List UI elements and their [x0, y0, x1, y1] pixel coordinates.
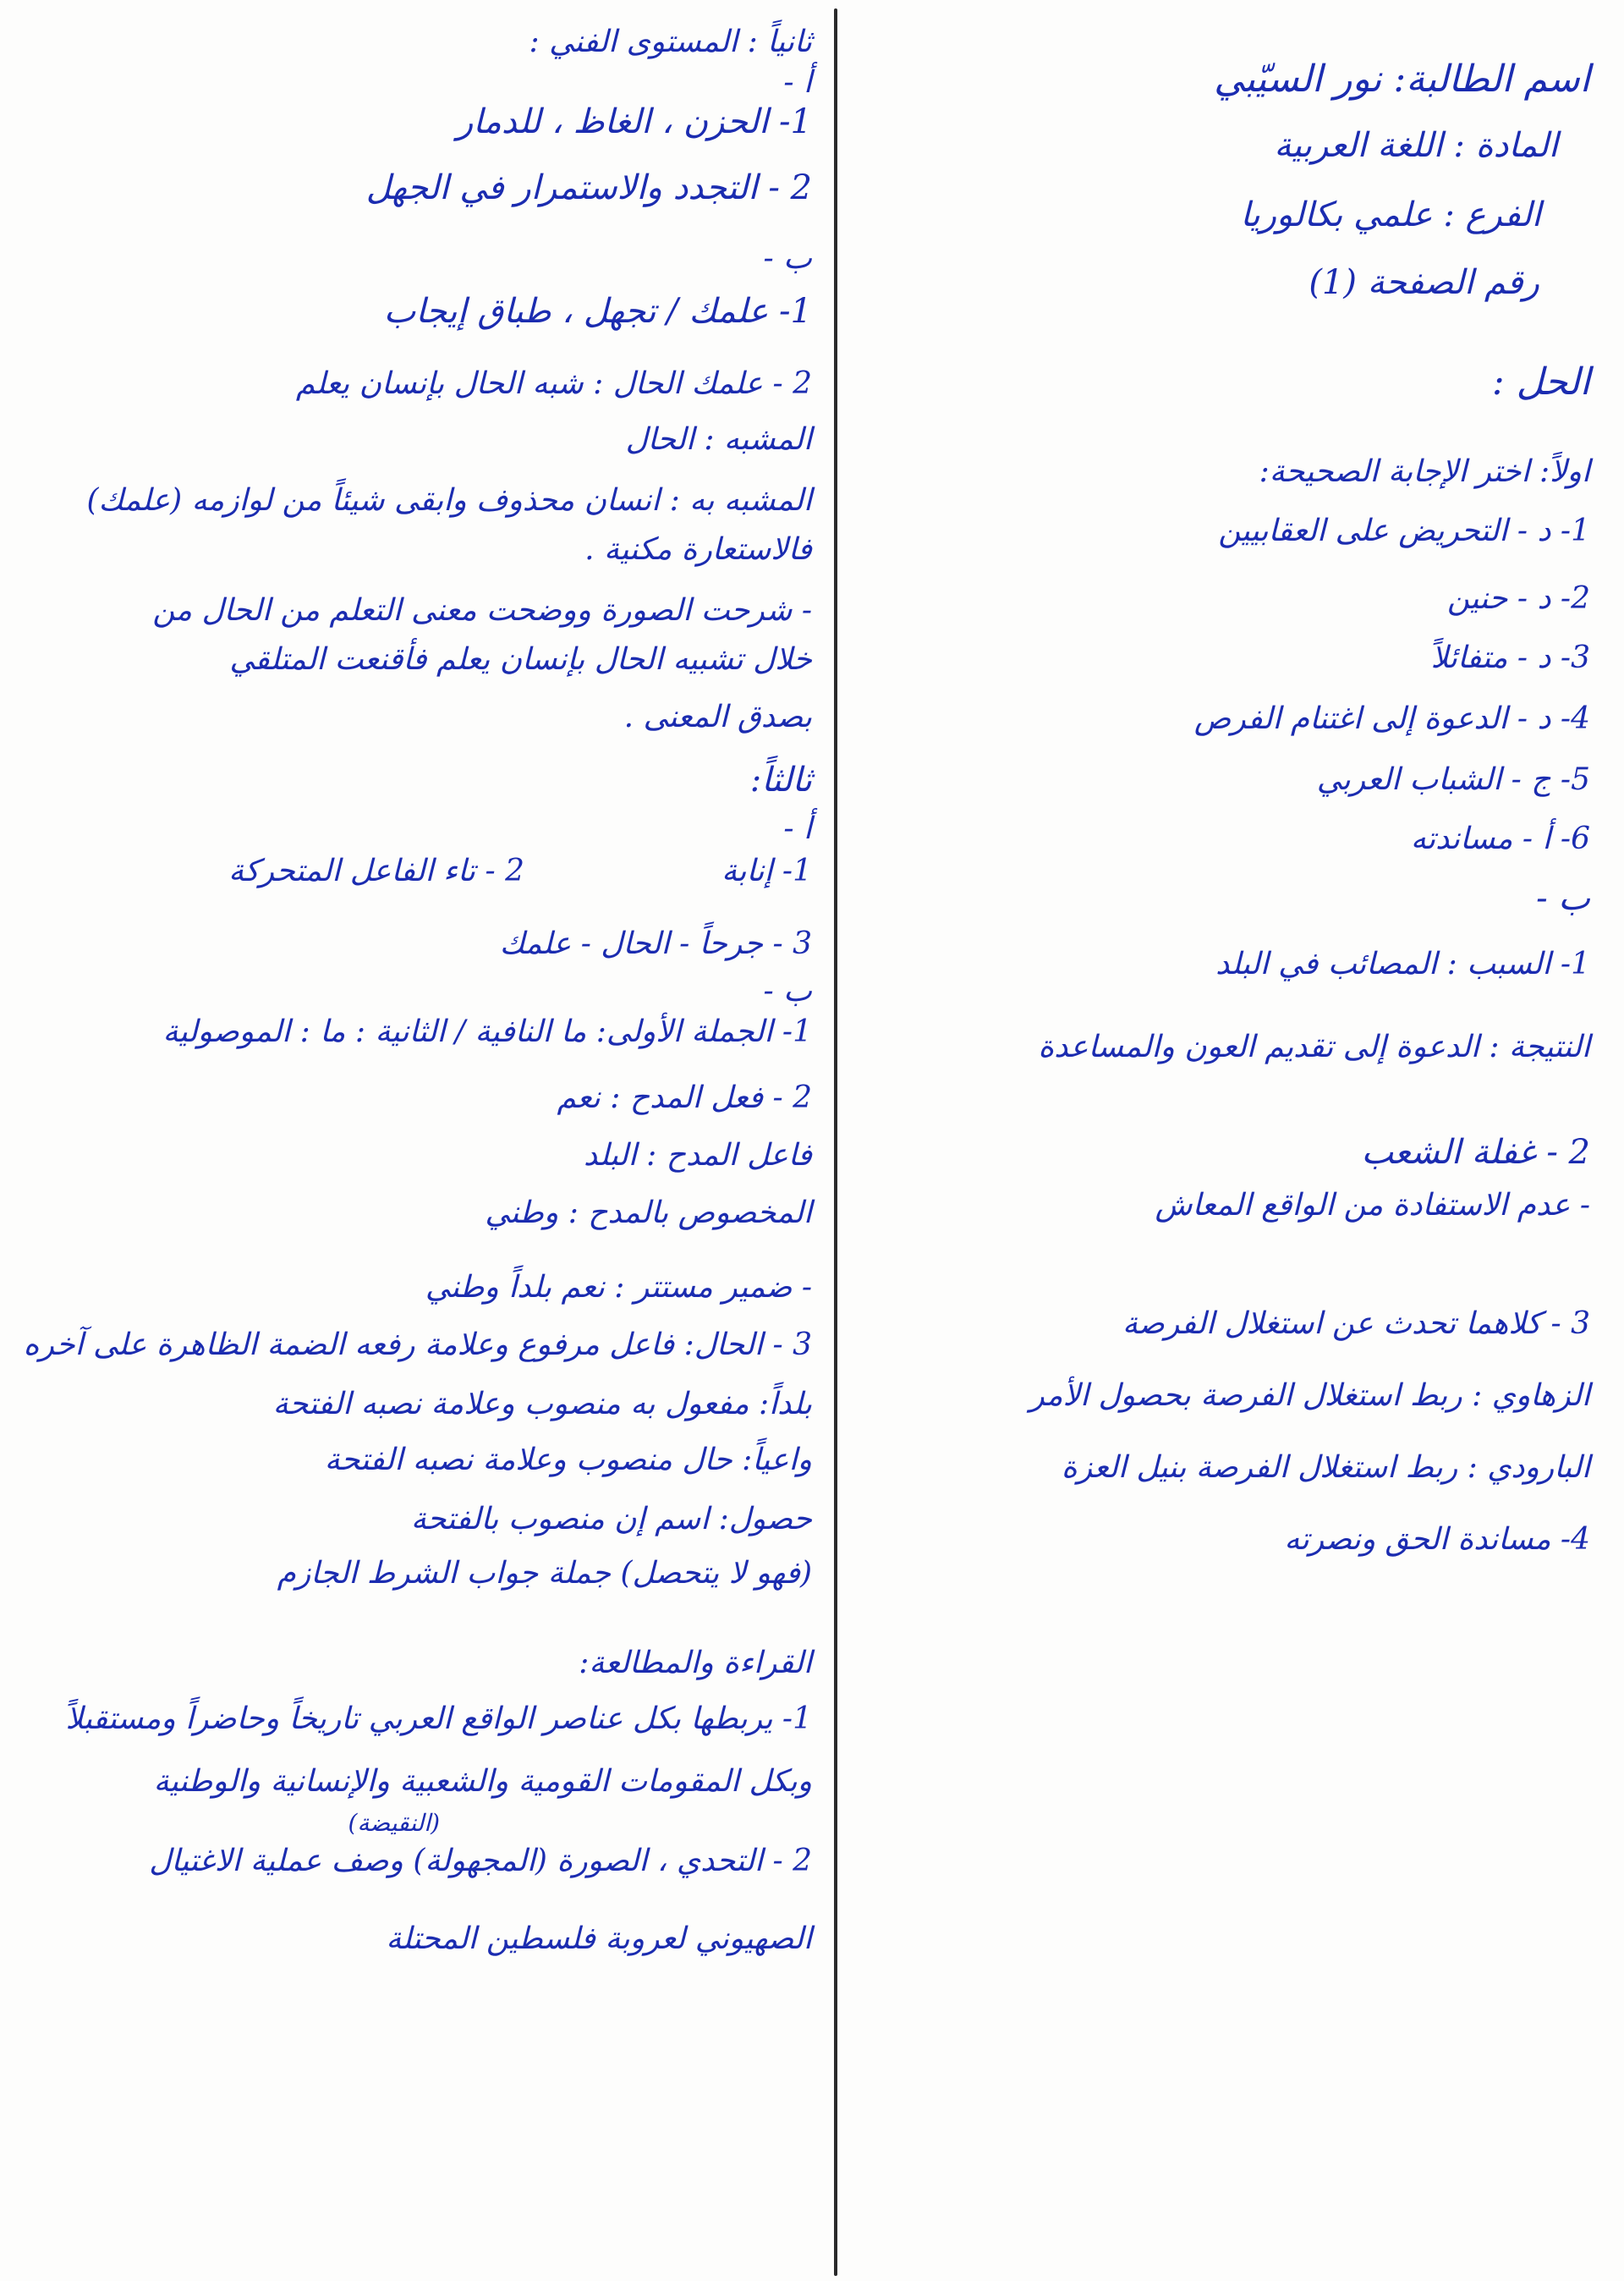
- reading-title: القراءة والمطالعة:: [579, 1646, 812, 1680]
- section-b-label: ب -: [1536, 879, 1590, 918]
- c3-line: 3 - جرحاً - الحال - علمك: [499, 926, 812, 961]
- branch-line: الفرع : علمي بكالوريا: [1240, 195, 1541, 234]
- hal-line: 3 - الحال: فاعل مرفوع وعلامة رفعه الضمة الظاهرة على آخره: [23, 1327, 812, 1362]
- q2-a-line: 2 - غفلة الشعب: [1361, 1133, 1590, 1172]
- q1-item: 4- د - الدعوة إلى اغتنام الفرص: [1193, 701, 1590, 736]
- husul-line: حصول: اسم إن منصوب بالفتحة: [410, 1502, 812, 1536]
- c1-right: 1- إنابة: [721, 854, 812, 888]
- q1-item: 3- د - متفائلاً: [1430, 640, 1590, 675]
- zahawi-line: الزهاوي : ربط استغلال الفرصة بحصول الأمر: [1029, 1378, 1590, 1413]
- alif2-label: أ -: [783, 811, 812, 846]
- mushabbah-line: المشبه : الحال: [625, 422, 812, 457]
- reading-line: 2 - التحدي ، الصورة (المجهولة) وصف عملية الاغتيال: [149, 1844, 812, 1878]
- q1-item: 5- ج - الشباب العربي: [1316, 762, 1590, 797]
- makhsus-line: المخصوص بالمدح : وطني: [485, 1195, 812, 1230]
- damir-line: - ضمير مستتر : نعم بلداً وطني: [425, 1270, 812, 1305]
- correction-note: (النقيضة): [348, 1809, 440, 1837]
- fiil-madh-line: 2 - فعل المدح : نعم: [557, 1080, 812, 1115]
- result-line: النتيجة : الدعوة إلى تقديم العون والمساعدة: [1038, 1030, 1590, 1064]
- level-title: ثانياً : المستوى الفني :: [529, 25, 812, 59]
- q3-line: 3 - كلاهما تحدث عن استغلال الفرصة: [1122, 1306, 1590, 1341]
- sharh-line: بصدق المعنى .: [623, 700, 812, 734]
- jumla-line: 1- الجملة الأولى: ما النافية / الثانية : ما : الموصولية: [162, 1014, 812, 1049]
- student-name: اسم الطالبة: نور السيّبي: [1214, 58, 1590, 101]
- a1-line: 1- الحزن ، الغاظ ، للدمار: [456, 102, 812, 141]
- page-number: رقم الصفحة (1): [1309, 263, 1539, 302]
- ba-label: ب -: [763, 241, 812, 276]
- baladan-line: بلداً: مفعول به منصوب وعلامة نصبه الفتحة: [272, 1387, 812, 1421]
- reading-line: 1- يربطها بكل عناصر الواقع العربي تاريخاً وحاضراً ومستقبلاً: [65, 1701, 812, 1736]
- subject-line: المادة : اللغة العربية: [1274, 126, 1558, 165]
- q1-title: اولاً: اختر الإجابة الصحيحة:: [1259, 454, 1590, 489]
- q4-line: 4- مساندة الحق ونصرته: [1284, 1522, 1590, 1557]
- sharh-line: - شرحت الصورة ووضحت معنى التعلم من الحال من: [152, 593, 812, 628]
- reading-line: الصهيوني لعروبة فلسطين المحتلة: [386, 1921, 812, 1956]
- q1-item: 1- د - التحريض على العقابيين: [1218, 514, 1590, 548]
- thalithan-label: ثالثاً:: [749, 761, 812, 800]
- jawab-line: (فهو لا يتحصل) جملة جواب الشرط الجازم: [277, 1556, 812, 1591]
- alif-label: أ -: [783, 65, 812, 100]
- cause-line: 1- السبب : المصائب في البلد: [1215, 947, 1590, 981]
- waiyan-line: واعياً: حال منصوب وعلامة نصبه الفتحة: [324, 1443, 812, 1477]
- istiara-line: فالاستعارة مكنية .: [584, 532, 812, 567]
- b2-line: 2 - علمك الحال : شبه الحال بإنسان يعلم: [295, 366, 812, 401]
- ba2-label: ب -: [763, 974, 812, 1009]
- b1-line: 1- علمك / تجهل ، طباق إيجاب: [383, 292, 812, 331]
- fail-madh-line: فاعل المدح : البلد: [584, 1138, 812, 1173]
- q1-item: 6- أ - مساندته: [1410, 822, 1590, 856]
- column-divider: [834, 8, 837, 2276]
- mushabbah-bih-line: المشبه به : انسان محذوف وابقى شيئاً من لوازمه (علمك): [86, 483, 812, 518]
- baroudi-line: البارودي : ربط استغلال الفرصة بنيل العزة: [1061, 1450, 1590, 1485]
- a2-line: 2 - التجدد والاستمرار في الجهل: [365, 168, 812, 207]
- sharh-line: خلال تشبيه الحال بإنسان يعلم فأقنعت المتلقي: [229, 642, 812, 677]
- solution-label: الحل :: [1491, 360, 1590, 404]
- q1-item: 2- د - حنين: [1447, 581, 1590, 616]
- reading-line: وبكل المقومات القومية والشعبية والإنسانية والوطنية: [153, 1764, 812, 1799]
- c1-left: 2 - تاء الفاعل المتحركة: [228, 854, 524, 888]
- q2-b-line: - عدم الاستفادة من الواقع المعاش: [1155, 1188, 1590, 1223]
